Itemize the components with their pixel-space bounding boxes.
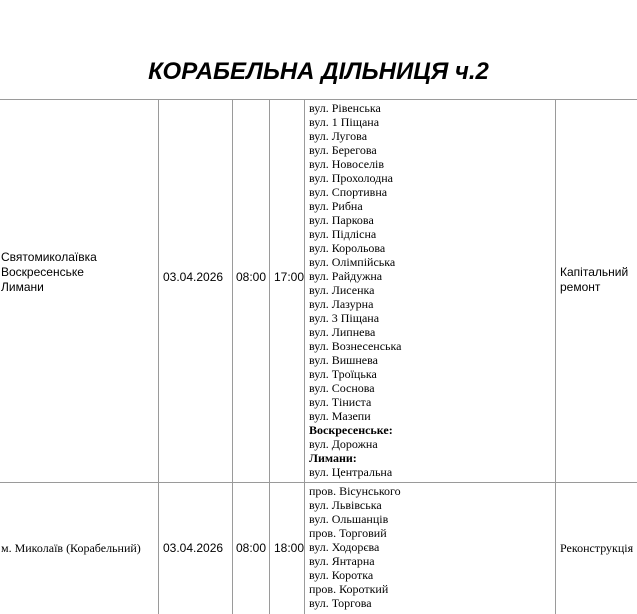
street-item: вул. Райдужна — [309, 269, 383, 283]
column-divider — [269, 483, 270, 614]
page-title: КОРАБЕЛЬНА ДІЛЬНИЦЯ ч.2 — [148, 58, 489, 85]
location-cell: м. Миколаїв (Корабельний) — [1, 541, 141, 555]
street-item: вул. Рибна — [309, 199, 363, 213]
street-item: вул. Торгова — [309, 596, 372, 610]
street-item: вул. Паркова — [309, 213, 374, 227]
column-divider — [232, 483, 233, 614]
street-item: вул. Прохолодна — [309, 171, 393, 185]
street-item: вул. Коротка — [309, 568, 374, 582]
location-line: Святомиколаївка — [1, 250, 97, 264]
reason-cell: Реконструкція — [560, 541, 634, 555]
street-item: вул. Берегова — [309, 143, 377, 157]
table-row — [0, 100, 637, 483]
street-item: вул. Корольова — [309, 241, 386, 255]
streets-cell — [309, 484, 401, 610]
table-row — [0, 483, 637, 614]
street-group-heading: Воскресенське: — [309, 423, 393, 437]
street-item: вул. Лазурна — [309, 297, 374, 311]
street-item: вул. Львівська — [309, 498, 382, 512]
street-item: вул. Мазепи — [309, 409, 371, 423]
date-cell: 03.04.2026 — [163, 541, 224, 555]
street-item: вул. Соснова — [309, 381, 375, 395]
street-item: вул. Липнева — [309, 325, 376, 339]
column-divider — [158, 100, 159, 482]
street-item: пров. Торговий — [309, 526, 387, 540]
street-item: вул. Троїцька — [309, 367, 377, 381]
column-divider — [158, 483, 159, 614]
reason-line: Капітальний — [560, 265, 629, 279]
start-time-cell: 08:00 — [236, 541, 267, 555]
street-item: вул. Ходорєва — [309, 540, 380, 554]
street-item: пров. Вісунського — [309, 484, 401, 498]
street-item: вул. Вознесенська — [309, 339, 402, 353]
reason-line: ремонт — [560, 280, 601, 294]
street-item: вул. 3 Піщана — [309, 311, 380, 325]
street-item: вул. 1 Піщана — [309, 115, 380, 129]
street-item: вул. Тіниста — [309, 395, 372, 409]
street-item: вул. Центральна — [309, 465, 393, 479]
date-cell: 03.04.2026 — [163, 270, 224, 284]
column-divider — [232, 100, 233, 482]
location-line: Лимани — [1, 280, 44, 294]
street-item: вул. Новоселів — [309, 157, 385, 171]
street-item: вул. Дорожна — [309, 437, 378, 451]
column-divider — [304, 100, 305, 482]
outage-table — [0, 99, 637, 614]
street-item: вул. Вишнева — [309, 353, 378, 367]
street-item: вул. Олімпійська — [309, 255, 396, 269]
streets-cell — [309, 101, 402, 479]
column-divider — [269, 100, 270, 482]
end-time-cell: 17:00 — [274, 270, 305, 284]
street-item: вул. Лугова — [309, 129, 368, 143]
end-time-cell: 18:00 — [274, 541, 305, 555]
column-divider — [304, 483, 305, 614]
street-item: вул. Підлісна — [309, 227, 377, 241]
street-item: пров. Короткий — [309, 582, 389, 596]
column-divider — [555, 100, 556, 482]
location-line: Воскресенське — [1, 265, 84, 279]
street-item: вул. Спортивна — [309, 185, 388, 199]
street-item: вул. Ольшанців — [309, 512, 389, 526]
location-cell — [1, 250, 97, 295]
street-item: вул. Рівенська — [309, 101, 381, 115]
street-item: вул. Лисенка — [309, 283, 375, 297]
street-item: вул. Янтарна — [309, 554, 375, 568]
reason-cell — [560, 265, 628, 295]
street-group-heading: Лимани: — [309, 451, 357, 465]
column-divider — [555, 483, 556, 614]
start-time-cell: 08:00 — [236, 270, 267, 284]
